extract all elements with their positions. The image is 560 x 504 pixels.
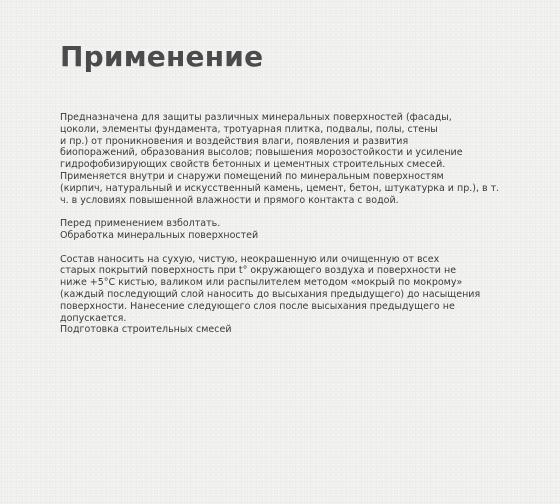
text-line: гидрофобизирующих свойств бетонных и цементных строительных смесей. [60,159,446,171]
description-text [60,112,500,348]
text-line: допускается. [60,312,127,324]
text-line: Подготовка строительных смесей [60,324,232,336]
text-line: Предназначена для защиты различных минеральных поверхностей (фасады, [60,112,452,123]
text-line: (кирпич, натуральный и искусственный камень, цемент, бетон, штукатурка и пр.), в т. [60,182,500,194]
page-title: Применение [60,40,264,73]
text-line: Применяется внутри и снаружи помещений по минеральным поверхностям [60,170,444,182]
page [60,0,500,504]
text-line: ч. в условиях повышенной влажности и прямого контакта с водой. [60,194,399,206]
text-line: старых покрытий поверхность при t° окружающего воздуха и поверхности не [60,265,457,277]
text-line: (каждый последующий слой наносить до высыхания предыдущего) до насыщения [60,288,481,300]
text-line: поверхности. Нанесение следующего слоя после высыхания предыдущего не [60,300,455,312]
paragraph-purpose [60,112,500,206]
text-line: Обработка минеральных поверхностей [60,229,259,241]
text-line: ниже +5°С кистью, валиком или распылителем методом «мокрый по мокрому» [60,277,463,289]
text-line: цоколи, элементы фундамента, тротуарная плитка, подвалы, полы, стены [60,123,438,135]
paragraph-preparation [60,218,500,242]
text-line: Состав наносить на сухую, чистую, неокрашенную или очищенную от всех [60,253,440,265]
text-line: и пр.) от проникновения и воздействия влаги, появления и развития [60,135,409,147]
text-line: биопоражений, образования высолов; повышения морозостойкости и усиление [60,147,463,159]
text-line: Перед применением взболтать. [60,218,221,230]
paragraph-application [60,254,500,337]
